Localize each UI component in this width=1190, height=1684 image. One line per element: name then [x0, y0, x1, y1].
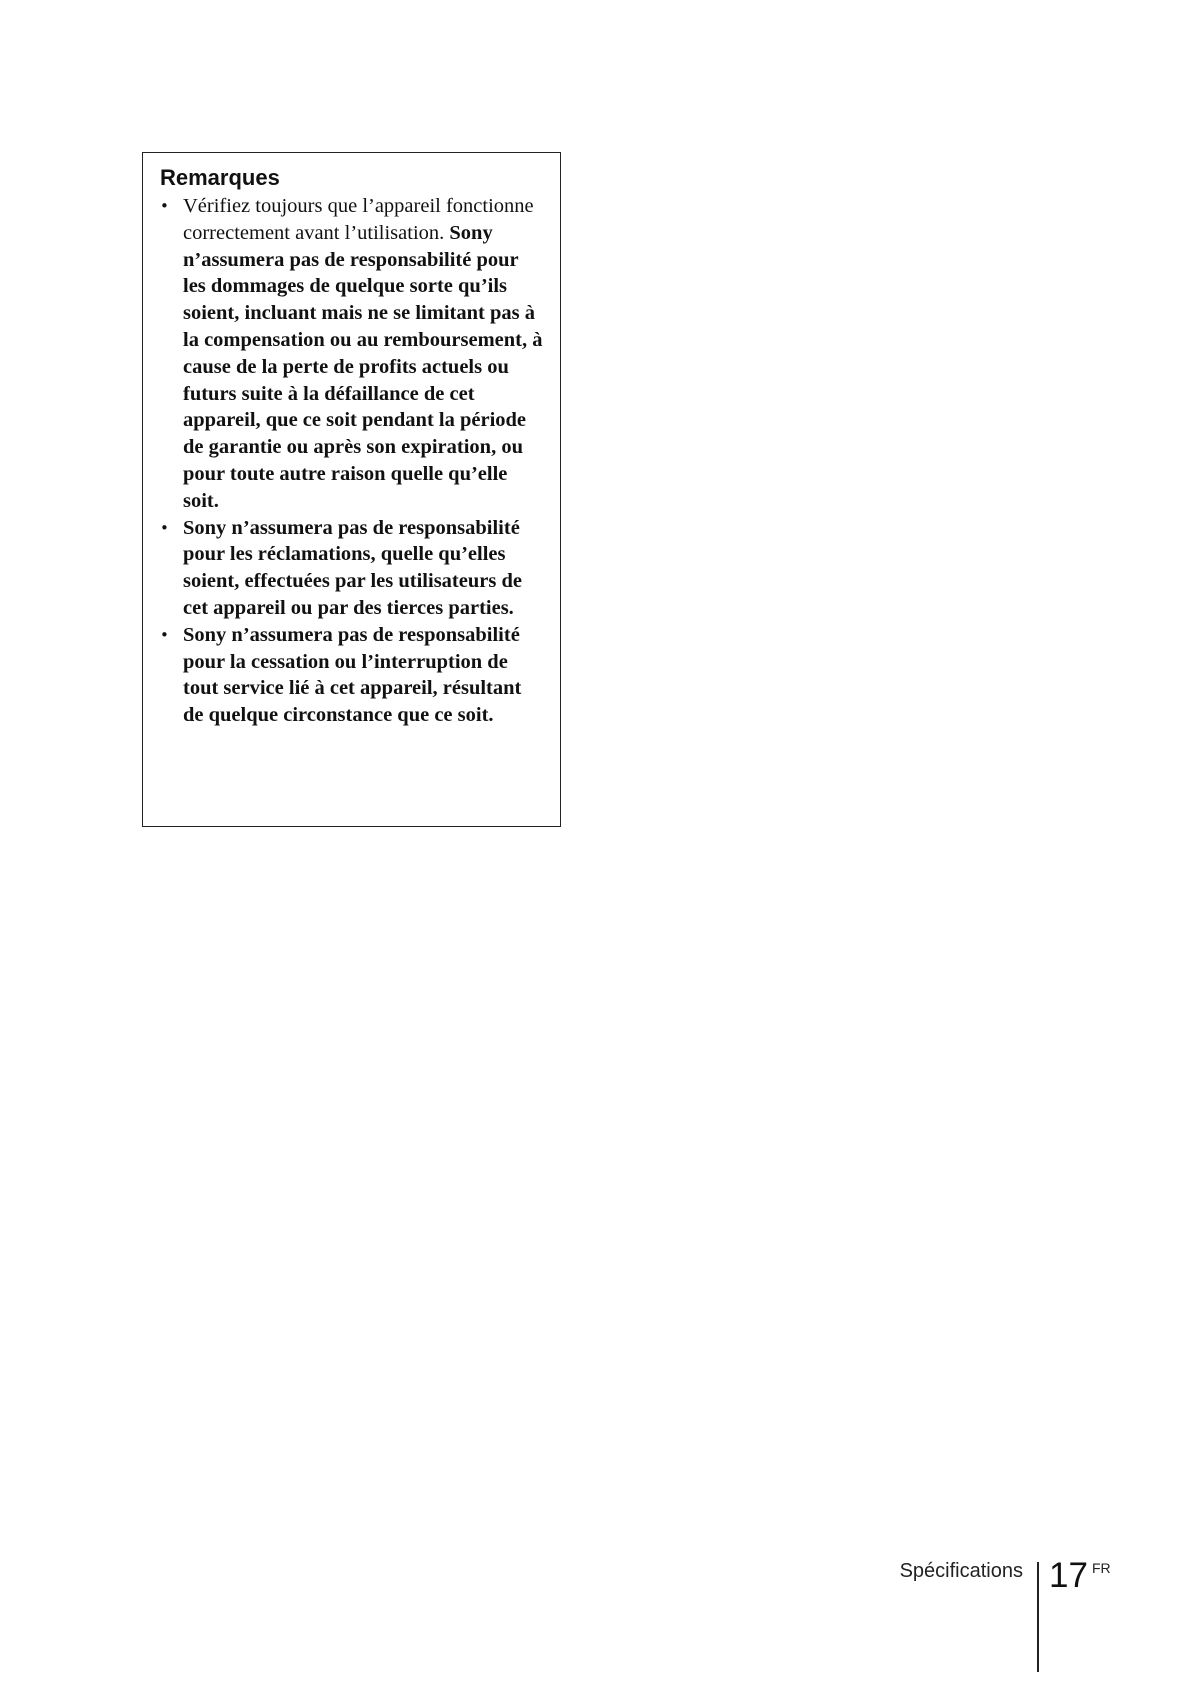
remark-item [160, 622, 546, 729]
remark-text-bold: Sony n’assumera pas de responsabilité pour les dommages de quelque sorte qu’ils soient, incluant mais ne se limitant pas à la compensation ou au remboursement, à cause de la perte de profits actuels ou futurs suite à la défaillance de cet appareil, que ce soit pendant la période de garantie ou après son expiration, ou pour toute autre raison quelle qu’elle soit. [183, 221, 543, 512]
footer-divider [1037, 1562, 1039, 1672]
remarks-list [160, 193, 546, 729]
remarks-title: Remarques [160, 165, 280, 190]
bullet-icon: • [160, 197, 169, 215]
remark-item [160, 193, 546, 515]
remark-text-normal: Vérifiez toujours que l’appareil fonctionne correctement avant l’utilisation. [183, 195, 534, 244]
remark-item [160, 515, 546, 622]
remark-text-bold: Sony n’assumera pas de responsabilité pour la cessation ou l’interruption de tout service lié à cet appareil, résultant de quelque circonstance que ce soit. [183, 623, 522, 727]
page-number: 17 [1049, 1556, 1088, 1595]
remarks-box [142, 152, 561, 827]
page-language-code: FR [1092, 1560, 1111, 1576]
bullet-icon: • [160, 625, 169, 644]
remark-text-bold: Sony n’assumera pas de responsabilité pour les réclamations, quelle qu’elles soient, effectuées par les utilisateurs de cet appareil ou par des tierces parties. [183, 516, 522, 619]
footer-section-title: Spécifications [899, 1560, 1023, 1582]
bullet-icon: • [160, 518, 169, 537]
